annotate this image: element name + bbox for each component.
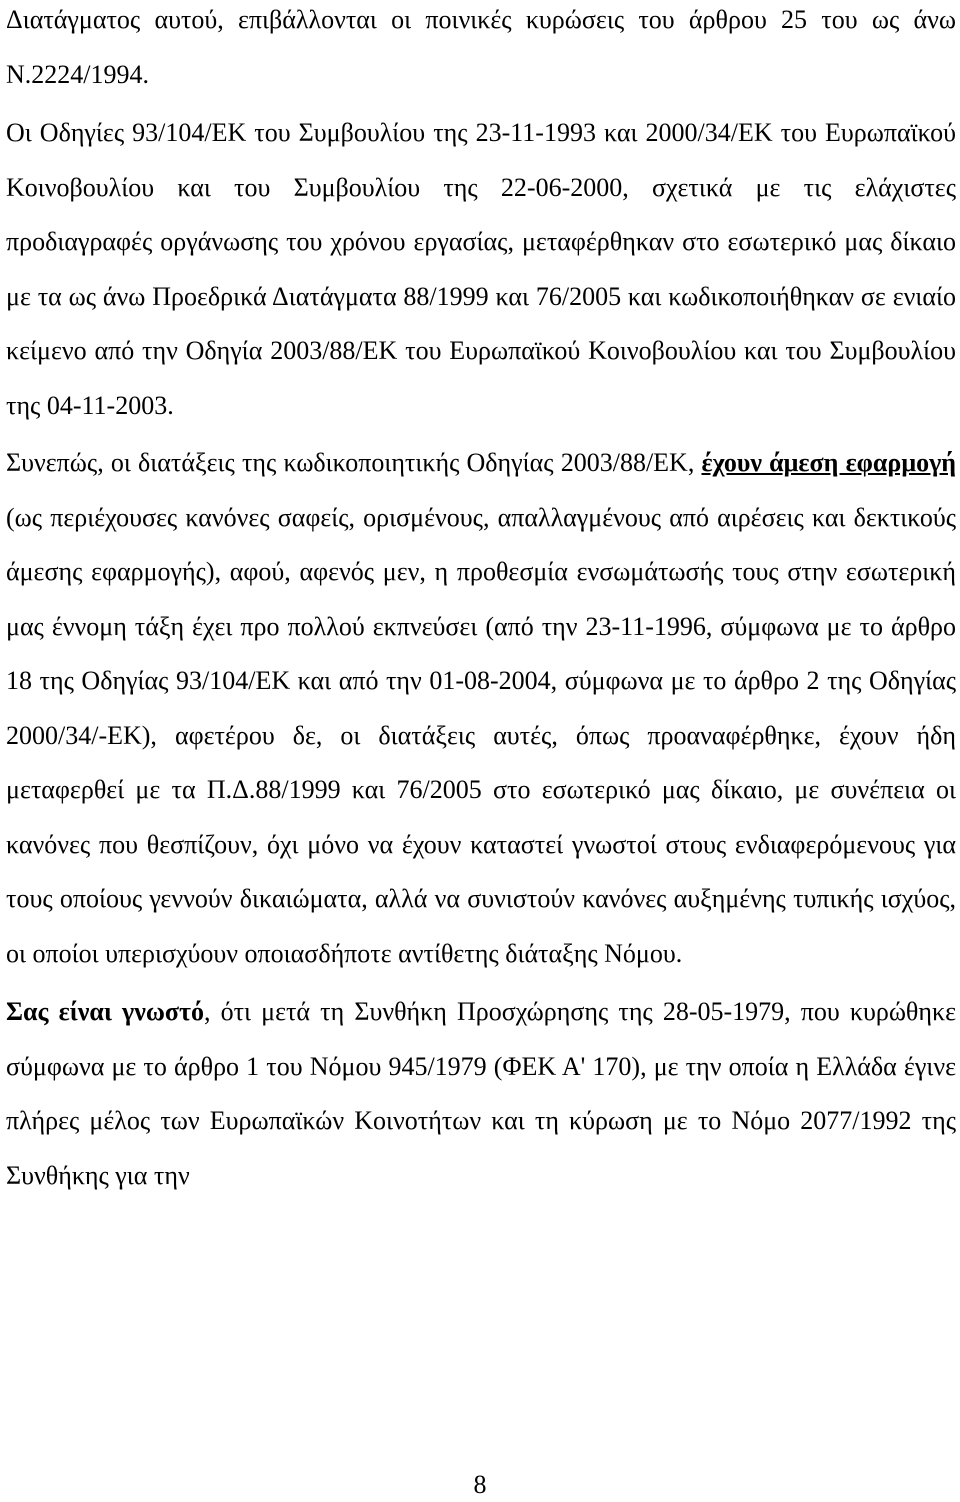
paragraph-text-after: (ως περιέχουσες κανόνες σαφείς, ορισμένους, απαλλαγμένους από αιρέσεις και δεκτικούς άμεσης εφαρμογής), αφού, αφενός μεν, η προθεσμία ενσωμάτωσής τους στην εσωτερική μας έννομη τάξη έχει προ πολλού εκπνεύσει (από την 23-11-1996, σύμφωνα με το άρθρο 18 της Οδηγίας 93/104/ΕΚ και από την 01-08-2004, σύμφωνα με το άρθρο 2 της Οδηγίας 2000/34/-ΕΚ), αφετέρου δε, οι διατάξεις αυτές, όπως προαναφέρθηκε, έχουν ήδη μεταφερθεί με τα Π.Δ.88/1999 και 76/2005 στο εσωτερικό μας δίκαιο, με συνέπεια οι κανόνες που θεσπίζουν, όχι μόνο να έχουν καταστεί γνωστοί στους ενδιαφερόμενους για τους οποίους γεννούν δικαιώματα, αλλά να συνιστούν κανόνες αυξημένης τυπικής ισχύος, οι οποίοι υπερισχύουν οποιασδήποτε αντίθετης διάταξης Νόμου. [6,502,956,968]
paragraph-directives [6,106,956,433]
paragraph-text: Οι Οδηγίες 93/104/ΕΚ του Συμβουλίου της 23-11-1993 και 2000/34/ΕΚ του Ευρωπαϊκού Κοινοβουλίου και του Συμβουλίου της 22-06-2000, σχετικά με τις ελάχιστες προδιαγραφές οργάνωσης του χρόνου εργασίας, μεταφέρθηκαν στο εσωτερικό μας δίκαιο με τα ως άνω Προεδρικά Διατάγματα 88/1999 και 76/2005 και κωδικοποιήθηκαν σε ενιαίο κείμενο από την Οδηγία 2003/88/ΕΚ του Ευρωπαϊκού Κοινοβουλίου και του Συμβουλίου της 04-11-2003. [6,118,956,420]
paragraph-direct-effect [6,436,956,981]
paragraph-text: Διατάγματος αυτού, επιβάλλονται οι ποινικές κυρώσεις του άρθρου 25 του ως άνω Ν.2224/1994. [6,5,956,89]
emphasis-direct-effect: έχουν άμεση εφαρμογή [701,448,956,477]
paragraph-text-before: Συνεπώς, οι διατάξεις της κωδικοποιητικής Οδηγίας 2003/88/ΕΚ, [6,448,702,477]
document-page [6,0,956,1203]
emphasis-known: Σας είναι γνωστό [6,997,204,1026]
paragraph-text-after: , ότι μετά τη Συνθήκη Προσχώρησης της 28-05-1979, που κυρώθηκε σύμφωνα με το άρθρο 1 του Νόμου 945/1979 (ΦΕΚ Α' 170), με την οποία η Ελλάδα έγινε πλήρες μέλος των Ευρωπαϊκών Κοινοτήτων και τη κύρωση με το Νόμο 2077/1992 της Συνθήκης για την [6,997,956,1190]
page-number: 8 [473,1470,487,1499]
paragraph-accession-treaty [6,985,956,1203]
paragraph-penalties [6,0,956,102]
